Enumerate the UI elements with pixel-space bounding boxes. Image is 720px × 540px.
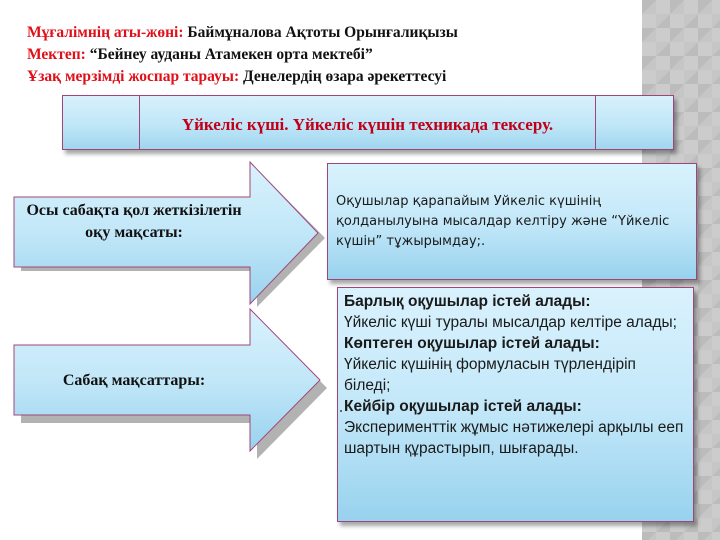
goal-all-heading: Барлық оқушылар істей алады: bbox=[344, 293, 591, 310]
title-bar-left-cell bbox=[63, 96, 140, 149]
lesson-title-bar bbox=[62, 95, 674, 150]
goal-most-text: Үйкеліс күшінің формуласын түрлендіріп біледі; bbox=[344, 356, 636, 394]
goal-all-text: Үйкеліс күші туралы мысалдар келтіре алады; bbox=[344, 314, 677, 331]
learning-objective-arrow bbox=[12, 162, 322, 306]
lesson-goals-box bbox=[337, 287, 694, 522]
plan-section: Денелердің өзара әрекеттесуі bbox=[239, 68, 447, 85]
title-bar-right-cell bbox=[595, 96, 673, 149]
teacher-name: Баймұналова Ақтоты Орынғалиқызы bbox=[183, 24, 458, 41]
lesson-goals-label: Сабақ мақсаттары: bbox=[62, 372, 206, 389]
teacher-label: Мұғалімнің аты-жөні: bbox=[27, 24, 184, 41]
plan-label: Ұзақ мерзімді жоспар тарауы: bbox=[27, 68, 240, 85]
school-line bbox=[27, 44, 458, 66]
school-label: Мектеп: bbox=[27, 46, 86, 63]
goal-some-text: Эксперименттік жұмыс нәтижелері арқылы ееп шартын құрастырып, шығарады. bbox=[344, 419, 684, 457]
lesson-title: Үйкеліс күші. Үйкеліс күшін техникада тексеру. bbox=[181, 114, 554, 134]
learning-objective-text: Оқушылар қарапайым Уйкеліс күшінің қолданылуына мысалдар келтіру және “Үйкеліс күшін” тұжырымдау;. bbox=[336, 194, 670, 249]
lesson-header bbox=[27, 22, 458, 88]
school-name: “Бейнеу ауданы Атамекен орта мектебі” bbox=[85, 46, 373, 63]
text-dot-artifact bbox=[340, 410, 342, 412]
teacher-line bbox=[27, 22, 458, 44]
learning-objective-box bbox=[327, 163, 697, 280]
lesson-goals-arrow bbox=[12, 308, 322, 454]
learning-objective-label: Осы сабақта қол жеткізілетін оқу мақсаты: bbox=[26, 202, 242, 241]
goal-most-heading: Көптеген оқушылар істей алады: bbox=[344, 335, 600, 352]
goal-some-heading: Кейбір оқушылар істей алады: bbox=[344, 398, 582, 415]
plan-line bbox=[27, 66, 458, 88]
